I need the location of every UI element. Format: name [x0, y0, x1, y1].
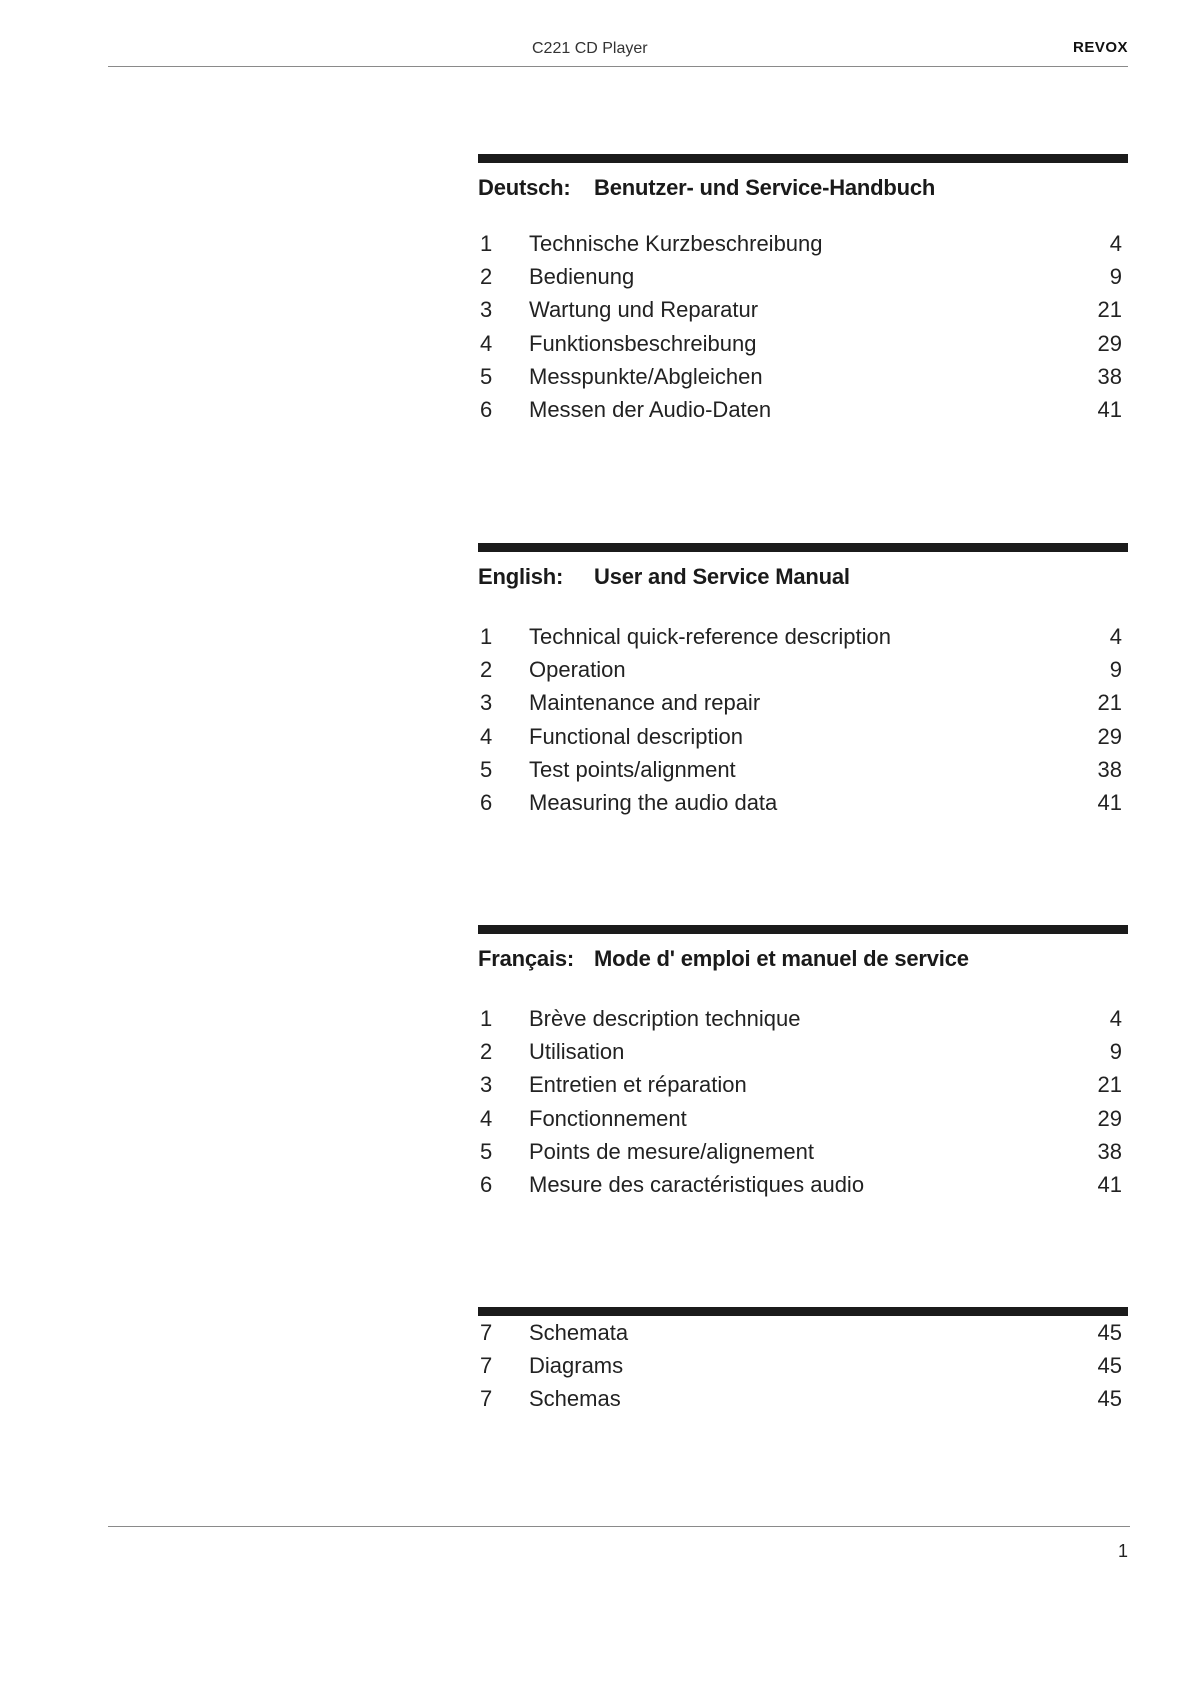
- entry-number: 7: [480, 1386, 493, 1412]
- page-header: [108, 36, 1128, 67]
- toc-entry[interactable]: [478, 620, 1128, 653]
- entry-number: 1: [480, 1006, 493, 1031]
- entry-number: 2: [480, 657, 493, 683]
- entry-number: 2: [480, 264, 493, 290]
- toc-entry[interactable]: [478, 1316, 1128, 1349]
- entry-title: Operation: [529, 657, 626, 683]
- entry-title: Points de mesure/alignement: [529, 1138, 814, 1164]
- entry-title: Entretien et réparation: [529, 1072, 747, 1098]
- toc-entry[interactable]: [478, 1068, 1128, 1101]
- entry-title: Diagrams: [529, 1353, 624, 1379]
- entry-number: 7: [480, 1353, 493, 1379]
- section-divider-bar: [478, 925, 1128, 934]
- entry-title: Test points/alignment: [529, 756, 736, 782]
- toc-entry[interactable]: [478, 1349, 1128, 1382]
- entry-title: Measuring the audio data: [529, 789, 778, 815]
- section-title: Benutzer- und Service-Handbuch: [594, 175, 936, 200]
- entry-title: Funktionsbeschreibung: [529, 330, 757, 356]
- section-divider-bar: [478, 1307, 1128, 1316]
- toc-list: [478, 227, 1128, 426]
- entry-number: 3: [480, 690, 493, 716]
- entry-title: Brève description technique: [529, 1006, 801, 1031]
- section-heading: [478, 175, 1128, 201]
- toc-entry[interactable]: [478, 327, 1128, 360]
- toc-entry[interactable]: [478, 1168, 1128, 1201]
- entry-number: 4: [480, 330, 493, 356]
- entry-page: 41: [1097, 789, 1122, 815]
- section-heading: [478, 946, 1128, 972]
- entry-page: 41: [1097, 1171, 1122, 1197]
- entry-page: 45: [1097, 1353, 1122, 1379]
- entry-title: Wartung und Reparatur: [529, 297, 759, 323]
- section-language: English:: [478, 564, 564, 589]
- entry-title: Bedienung: [529, 264, 635, 290]
- entry-page: 9: [1109, 1039, 1122, 1065]
- entry-title: Fonctionnement: [529, 1105, 687, 1131]
- entry-page: 45: [1097, 1386, 1122, 1412]
- entry-page: 38: [1097, 756, 1122, 782]
- section-language: Deutsch:: [478, 175, 571, 200]
- toc-entry[interactable]: [478, 653, 1128, 686]
- toc-entry[interactable]: [478, 260, 1128, 293]
- entry-number: 7: [480, 1320, 493, 1345]
- entry-number: 3: [480, 1072, 493, 1098]
- toc-section-deutsch: [478, 154, 1128, 426]
- entry-title: Schemas: [529, 1386, 621, 1412]
- toc-entry[interactable]: [478, 786, 1128, 819]
- entry-title: Technische Kurzbeschreibung: [529, 231, 823, 256]
- toc-entry[interactable]: [478, 720, 1128, 753]
- toc-entry[interactable]: [478, 360, 1128, 393]
- entry-title: Utilisation: [529, 1039, 625, 1065]
- toc-entry[interactable]: [478, 293, 1128, 326]
- entry-page: 4: [1109, 1006, 1122, 1031]
- toc-list: [478, 620, 1128, 819]
- toc-entry[interactable]: [478, 753, 1128, 786]
- toc-section-francais: [478, 925, 1128, 1201]
- page-footer: [108, 1526, 1130, 1561]
- toc-entry[interactable]: [478, 686, 1128, 719]
- toc-entry[interactable]: [478, 1102, 1128, 1135]
- entry-number: 3: [480, 297, 493, 323]
- section-divider-bar: [478, 154, 1128, 163]
- toc-entry[interactable]: [478, 1135, 1128, 1168]
- entry-page: 38: [1097, 363, 1122, 389]
- entry-number: 5: [480, 1138, 493, 1164]
- entry-page: 21: [1097, 297, 1122, 323]
- page-number: 1: [1117, 1541, 1128, 1561]
- entry-title: Functional description: [529, 723, 744, 749]
- section-heading: [478, 564, 1128, 590]
- entry-number: 2: [480, 1039, 493, 1065]
- section-title: Mode d' emploi et manuel de service: [594, 946, 969, 971]
- entry-page: 4: [1109, 624, 1122, 649]
- entry-number: 6: [480, 396, 493, 422]
- entry-title: Messpunkte/Abgleichen: [529, 363, 763, 389]
- entry-number: 5: [480, 756, 493, 782]
- revox-logo: REVOX: [1072, 39, 1128, 56]
- entry-page: 41: [1097, 396, 1122, 422]
- toc-list: [478, 1316, 1128, 1416]
- entry-page: 4: [1109, 231, 1122, 256]
- entry-page: 21: [1097, 690, 1122, 716]
- entry-number: 1: [480, 624, 493, 649]
- toc-entry[interactable]: [478, 393, 1128, 426]
- entry-number: 6: [480, 1171, 493, 1197]
- entry-number: 5: [480, 363, 493, 389]
- entry-page: 9: [1109, 264, 1122, 290]
- entry-page: 21: [1097, 1072, 1122, 1098]
- entry-page: 29: [1097, 330, 1122, 356]
- entry-number: 4: [480, 723, 493, 749]
- section-divider-bar: [478, 543, 1128, 552]
- toc-entry[interactable]: [478, 227, 1128, 260]
- entry-number: 6: [480, 789, 493, 815]
- toc-entry[interactable]: [478, 1002, 1128, 1035]
- section-language: Français:: [478, 946, 575, 971]
- toc-entry[interactable]: [478, 1382, 1128, 1415]
- entry-title: Maintenance and repair: [529, 690, 761, 716]
- entry-title: Technical quick-reference description: [529, 624, 891, 649]
- entry-title: Messen der Audio-Daten: [529, 396, 772, 422]
- entry-page: 45: [1097, 1320, 1122, 1345]
- toc-section-schematics: [478, 1307, 1128, 1416]
- entry-title: Mesure des caractéristiques audio: [529, 1171, 865, 1197]
- document-title: C221 CD Player: [532, 40, 648, 57]
- toc-list: [478, 1002, 1128, 1201]
- entry-page: 9: [1109, 657, 1122, 683]
- entry-number: 4: [480, 1105, 493, 1131]
- entry-page: 38: [1097, 1138, 1122, 1164]
- section-title: User and Service Manual: [594, 564, 850, 589]
- entry-title: Schemata: [529, 1320, 629, 1345]
- toc-section-english: [478, 543, 1128, 819]
- toc-entry[interactable]: [478, 1035, 1128, 1068]
- entry-number: 1: [480, 231, 493, 256]
- entry-page: 29: [1097, 723, 1122, 749]
- entry-page: 29: [1097, 1105, 1122, 1131]
